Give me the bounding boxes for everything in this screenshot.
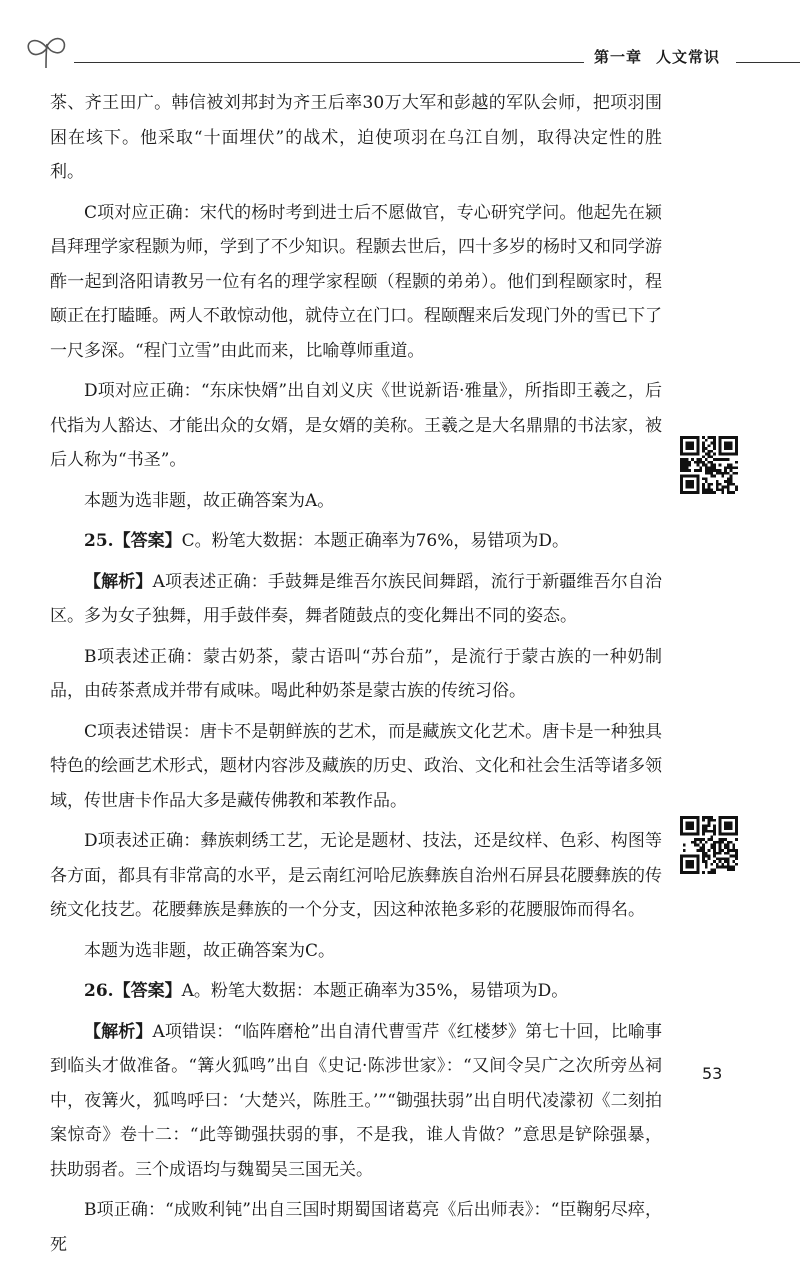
header-rule-right — [736, 62, 800, 63]
leaf-sprout-icon — [22, 34, 72, 70]
header-rule-left — [74, 62, 584, 63]
answer-paragraph: 26.【答案】A。粉笔大数据：本题正确率为35%，易错项为D。 — [84, 981, 569, 1001]
paragraph: C项对应正确：宋代的杨时考到进士后不愿做官，专心研究学问。他起先在颍昌拜理学家程颢为师，学到了不少知识。程颢去世后，四十多岁的杨时又和同学游酢一起到洛阳请教另一位有名的理学家程颐（程颢的弟弟）。他们到程颐家时，程颐正在打瞌睡。两人不敢惊动他，就侍立在门口。程颐醒来后发现门外的雪已下了一尺多深。“程门立雪”由此而来，比喻尊师重道。 — [50, 202, 662, 361]
paragraph: B项表述正确：蒙古奶茶，蒙古语叫“苏台茄”，是流行于蒙古族的一种奶制品，由砖茶煮成并带有咸味。喝此种奶茶是蒙古族的传统习俗。 — [50, 646, 662, 701]
chapter-title: 人文常识 — [656, 48, 721, 66]
analysis-tag: 【解析】 — [84, 1021, 153, 1042]
answer-tag: 25.【答案】 — [84, 531, 182, 551]
paragraph: 本题为选非题，故正确答案为A。 — [84, 490, 335, 511]
paragraph: D项表述正确：彝族刺绣工艺，无论是题材、技法，还是纹样、色彩、构图等各方面，都具有非常高的水平，是云南红河哈尼族彝族自治州石屏县花腰彝族的传统文化技艺。花腰彝族是彝族的一个分支，因这种浓艳多彩的花腰服饰而得名。 — [50, 831, 662, 920]
page-body — [50, 86, 662, 1268]
paragraph: D项对应正确：“东床快婿”出自刘义庆《世说新语·雅量》，所指即王羲之，后代指为人豁达、才能出众的女婿，是女婿的美称。王羲之是大名鼎鼎的书法家，被后人称为“书圣”。 — [50, 381, 662, 470]
chapter-label: 第一章 — [594, 48, 643, 66]
paragraph: C项表述错误：唐卡不是朝鲜族的艺术，而是藏族文化艺术。唐卡是一种独具特色的绘画艺术形式，题材内容涉及藏族的历史、政治、文化和社会生活等诸多领域，传世唐卡作品大多是藏传佛教和苯教作品。 — [50, 721, 662, 811]
paragraph: B项正确：“成败利钝”出自三国时期蜀国诸葛亮《后出师表》：“臣鞠躬尽瘁，死 — [50, 1200, 662, 1255]
answer-tag: 26.【答案】 — [84, 981, 182, 1001]
page-number: 53 — [702, 1064, 723, 1083]
chapter-heading — [594, 46, 734, 67]
analysis-tag: 【解析】 — [84, 571, 153, 592]
paragraph: 茶、齐王田广。韩信被刘邦封为齐王后率30万大军和彭越的军队会师，把项羽围困在垓下。他采取“十面埋伏”的战术，迫使项羽在乌江自刎，取得决定性的胜利。 — [50, 93, 662, 182]
analysis-paragraph: 【解析】A项表述正确：手鼓舞是维吾尔族民间舞蹈，流行于新疆维吾尔自治区。多为女子独舞，用手鼓伴奏，舞者随鼓点的变化舞出不同的姿态。 — [50, 571, 663, 626]
answer-paragraph: 25.【答案】C。粉笔大数据：本题正确率为76%，易错项为D。 — [84, 531, 569, 551]
paragraph: 本题为选非题，故正确答案为C。 — [84, 940, 336, 961]
qr-code-icon[interactable] — [680, 436, 738, 494]
qr-code-icon[interactable] — [680, 816, 738, 874]
analysis-paragraph: 【解析】A项错误：“临阵磨枪”出自清代曹雪芹《红楼梦》第七十回，比喻事到临头才做准备。“篝火狐鸣”出自《史记·陈涉世家》：“又间令吴广之次所旁丛祠中，夜篝火，狐鸣呼曰：‘大楚兴，陈胜王。’”“锄强扶弱”出自明代凌濛初《二刻拍案惊奇》卷十二：“此等锄强扶弱的事，不是我，谁人肯做？”意思是铲除强暴，扶助弱者。三个成语均与魏蜀吴三国无关。 — [50, 1021, 662, 1180]
page-header — [0, 0, 800, 80]
